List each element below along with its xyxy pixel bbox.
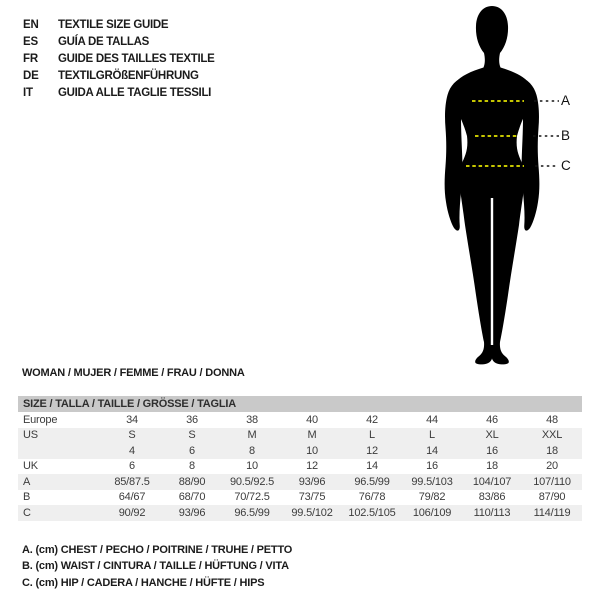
table-cell: XXL	[541, 429, 563, 442]
row-label	[18, 443, 102, 459]
marker-label-b: B	[561, 128, 571, 143]
table-cell: 107/110	[533, 475, 571, 488]
table-cell: 12	[306, 460, 318, 473]
language-code: EN	[23, 18, 39, 31]
table-cell: 34	[126, 413, 138, 426]
table-cell: 70/72.5	[234, 491, 270, 504]
table-cell: 10	[246, 460, 258, 473]
table-cell: S	[188, 429, 196, 442]
table-cell: M	[247, 429, 257, 442]
row-label: Europe	[23, 413, 58, 426]
table-cell: 18	[546, 444, 558, 457]
table-cell: 36	[186, 413, 198, 426]
table-cell: 110/113	[473, 506, 511, 519]
table-cell: 88/90	[178, 475, 206, 488]
language-list	[23, 16, 215, 102]
language-title: GUIDE DES TAILLES TEXTILE	[58, 52, 215, 65]
table-cell: 87/90	[538, 491, 566, 504]
language-row-fr	[23, 50, 215, 67]
language-title: TEXTILGRÖßENFÜHRUNG	[58, 70, 199, 83]
marker-label-a: A	[561, 93, 571, 108]
language-row-es	[23, 33, 215, 50]
language-code: ES	[23, 35, 38, 48]
legend-line-hip: C. (cm) HIP / CADERA / HANCHE / HÜFTE / HIPS	[22, 576, 265, 589]
table-cell: 18	[486, 460, 498, 473]
table-cell: 76/78	[358, 491, 386, 504]
language-title: GUIDA ALLE TAGLIE TESSILI	[58, 87, 212, 100]
table-cell: 44	[426, 413, 438, 426]
table-cell: 73/75	[298, 491, 326, 504]
table-cell: 64/67	[118, 491, 146, 504]
table-cell: M	[307, 429, 317, 442]
section-title: WOMAN / MUJER / FEMME / FRAU / DONNA	[22, 367, 245, 379]
table-cell: XL	[485, 429, 499, 442]
table-cell: 68/70	[178, 491, 206, 504]
table-cell: 106/109	[412, 506, 452, 519]
row-label: US	[23, 429, 38, 442]
table-cell: 40	[306, 413, 318, 426]
table-cell: 6	[189, 444, 195, 457]
table-cell: 96.5/99	[234, 506, 270, 519]
table-cell: 8	[249, 444, 255, 457]
row-label: C	[23, 506, 31, 519]
table-cell: 90.5/92.5	[229, 475, 275, 488]
table-row-europe	[18, 412, 582, 428]
table-cell: 14	[366, 460, 378, 473]
table-cell: 48	[546, 413, 558, 426]
table-row-us-numeric	[18, 443, 582, 459]
table-cell: 16	[426, 460, 438, 473]
table-cell: 93/96	[298, 475, 326, 488]
table-cell: 104/107	[472, 475, 512, 488]
size-table-header: SIZE / TALLA / TAILLE / GRÖSSE / TAGLIA	[18, 396, 582, 412]
table-row-waist	[18, 490, 582, 506]
table-cell: 85/87.5	[114, 475, 150, 488]
table-cell: 10	[306, 444, 318, 457]
table-row-us	[18, 428, 582, 444]
table-cell: 38	[246, 413, 258, 426]
legend-line-waist: B. (cm) WAIST / CINTURA / TAILLE / HÜFTUNG / VITA	[22, 560, 289, 573]
row-label: UK	[23, 460, 38, 473]
row-label: B	[23, 491, 31, 504]
marker-label-c: C	[561, 158, 571, 173]
table-cell: 4	[129, 444, 135, 457]
table-cell: 99.5/102	[291, 506, 333, 519]
language-row-en	[23, 16, 215, 33]
language-row-de	[23, 68, 215, 85]
size-table-header-row	[18, 396, 582, 412]
table-cell: 96.5/99	[354, 475, 390, 488]
table-row-uk	[18, 459, 582, 475]
table-cell: 16	[486, 444, 498, 457]
table-cell: S	[128, 429, 136, 442]
table-cell: 20	[546, 460, 558, 473]
table-cell: 14	[426, 444, 438, 457]
size-table	[18, 396, 582, 521]
table-cell: 12	[366, 444, 378, 457]
table-cell: 99.5/103	[411, 475, 453, 488]
table-cell: 8	[189, 460, 195, 473]
table-cell: 90/92	[118, 506, 146, 519]
table-row-chest	[18, 474, 582, 490]
language-title: GUÍA DE TALLAS	[58, 35, 149, 48]
woman-silhouette-figure	[420, 0, 600, 370]
language-code: FR	[23, 52, 38, 65]
language-code: IT	[23, 87, 33, 100]
language-code: DE	[23, 70, 39, 83]
row-label: A	[23, 475, 31, 488]
table-cell: 79/82	[418, 491, 446, 504]
table-cell: 102.5/105	[348, 506, 396, 519]
table-cell: 6	[129, 460, 135, 473]
table-cell: 42	[366, 413, 378, 426]
table-cell: 83/86	[478, 491, 506, 504]
table-row-hip	[18, 505, 582, 521]
legend-line-chest: A. (cm) CHEST / PECHO / POITRINE / TRUHE / PETTO	[22, 544, 293, 556]
table-cell: 93/96	[178, 506, 206, 519]
measurement-legend	[22, 544, 292, 593]
table-cell: 114/119	[533, 506, 571, 519]
language-row-it	[23, 85, 215, 102]
language-title: TEXTILE SIZE GUIDE	[58, 18, 169, 31]
table-cell: 46	[486, 413, 498, 426]
table-cell: L	[369, 429, 375, 442]
table-cell: L	[429, 429, 435, 442]
